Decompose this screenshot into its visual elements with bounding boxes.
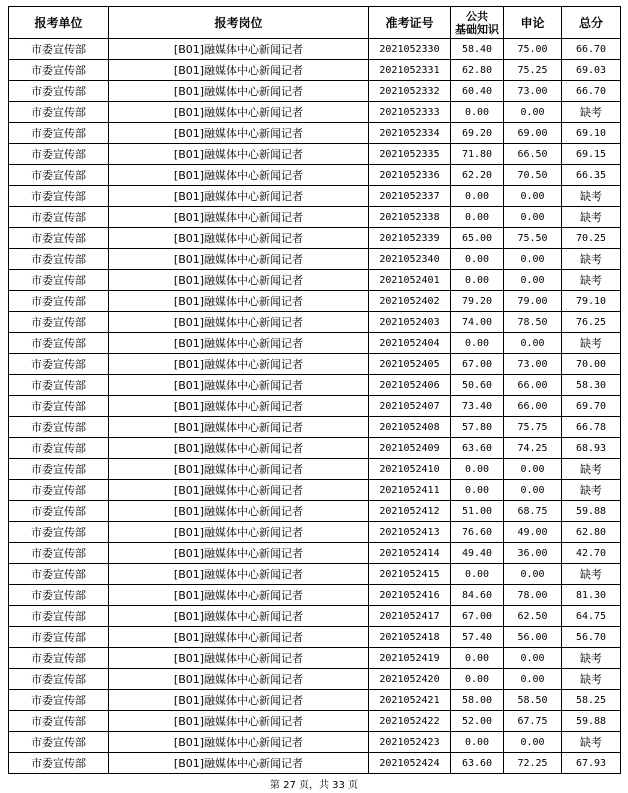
cell-position: [B01]融媒体中心新闻记者 (109, 270, 369, 291)
table-row (9, 228, 621, 249)
cell-total-score: 79.10 (562, 291, 621, 312)
cell-unit: 市委宣传部 (9, 753, 109, 774)
cell-essay-score: 0.00 (504, 102, 562, 123)
cell-position: [B01]融媒体中心新闻记者 (109, 249, 369, 270)
table-row (9, 438, 621, 459)
cell-total-score: 缺考 (562, 270, 621, 291)
header-public-knowledge (451, 7, 504, 39)
cell-public-score: 60.40 (451, 81, 504, 102)
cell-unit: 市委宣传部 (9, 39, 109, 60)
cell-unit: 市委宣传部 (9, 711, 109, 732)
cell-unit: 市委宣传部 (9, 627, 109, 648)
cell-total-score: 59.88 (562, 501, 621, 522)
table-row (9, 417, 621, 438)
table-row (9, 711, 621, 732)
cell-essay-score: 0.00 (504, 480, 562, 501)
cell-public-score: 62.20 (451, 165, 504, 186)
cell-total-score: 42.70 (562, 543, 621, 564)
cell-public-score: 58.40 (451, 39, 504, 60)
cell-total-score: 62.80 (562, 522, 621, 543)
table-row (9, 564, 621, 585)
cell-essay-score: 69.00 (504, 123, 562, 144)
table-row (9, 606, 621, 627)
cell-unit: 市委宣传部 (9, 102, 109, 123)
cell-unit: 市委宣传部 (9, 480, 109, 501)
header-exam-no: 准考证号 (369, 7, 451, 39)
cell-essay-score: 66.50 (504, 144, 562, 165)
cell-essay-score: 75.50 (504, 228, 562, 249)
cell-total-score: 缺考 (562, 669, 621, 690)
cell-public-score: 0.00 (451, 480, 504, 501)
cell-exam-no: 2021052415 (369, 564, 451, 585)
cell-unit: 市委宣传部 (9, 60, 109, 81)
table-row (9, 291, 621, 312)
cell-essay-score: 74.25 (504, 438, 562, 459)
cell-unit: 市委宣传部 (9, 249, 109, 270)
cell-exam-no: 2021052416 (369, 585, 451, 606)
table-row (9, 249, 621, 270)
cell-position: [B01]融媒体中心新闻记者 (109, 123, 369, 144)
cell-essay-score: 0.00 (504, 648, 562, 669)
table-row (9, 585, 621, 606)
cell-public-score: 49.40 (451, 543, 504, 564)
cell-exam-no: 2021052405 (369, 354, 451, 375)
cell-position: [B01]融媒体中心新闻记者 (109, 396, 369, 417)
cell-unit: 市委宣传部 (9, 732, 109, 753)
cell-total-score: 70.25 (562, 228, 621, 249)
cell-exam-no: 2021052334 (369, 123, 451, 144)
cell-position: [B01]融媒体中心新闻记者 (109, 39, 369, 60)
page-footer: 第 27 页，共 33 页 (269, 780, 359, 791)
cell-unit: 市委宣传部 (9, 354, 109, 375)
table-row (9, 60, 621, 81)
table-row (9, 186, 621, 207)
table-row (9, 480, 621, 501)
table-row (9, 459, 621, 480)
header-row (9, 7, 621, 39)
cell-position: [B01]融媒体中心新闻记者 (109, 165, 369, 186)
cell-total-score: 69.10 (562, 123, 621, 144)
cell-essay-score: 73.00 (504, 354, 562, 375)
cell-unit: 市委宣传部 (9, 459, 109, 480)
cell-essay-score: 78.00 (504, 585, 562, 606)
cell-exam-no: 2021052337 (369, 186, 451, 207)
cell-position: [B01]融媒体中心新闻记者 (109, 186, 369, 207)
cell-position: [B01]融媒体中心新闻记者 (109, 144, 369, 165)
cell-total-score: 64.75 (562, 606, 621, 627)
cell-essay-score: 0.00 (504, 186, 562, 207)
table-row (9, 522, 621, 543)
cell-position: [B01]融媒体中心新闻记者 (109, 459, 369, 480)
table-row (9, 270, 621, 291)
table-row (9, 333, 621, 354)
cell-unit: 市委宣传部 (9, 417, 109, 438)
cell-essay-score: 62.50 (504, 606, 562, 627)
cell-total-score: 81.30 (562, 585, 621, 606)
cell-exam-no: 2021052419 (369, 648, 451, 669)
cell-public-score: 84.60 (451, 585, 504, 606)
cell-public-score: 0.00 (451, 186, 504, 207)
cell-essay-score: 0.00 (504, 249, 562, 270)
cell-public-score: 0.00 (451, 564, 504, 585)
cell-position: [B01]融媒体中心新闻记者 (109, 606, 369, 627)
cell-total-score: 69.70 (562, 396, 621, 417)
cell-unit: 市委宣传部 (9, 165, 109, 186)
cell-position: [B01]融媒体中心新闻记者 (109, 564, 369, 585)
cell-total-score: 56.70 (562, 627, 621, 648)
cell-public-score: 50.60 (451, 375, 504, 396)
table-row (9, 627, 621, 648)
cell-unit: 市委宣传部 (9, 312, 109, 333)
cell-essay-score: 0.00 (504, 459, 562, 480)
cell-exam-no: 2021052422 (369, 711, 451, 732)
cell-exam-no: 2021052330 (369, 39, 451, 60)
cell-exam-no: 2021052423 (369, 732, 451, 753)
cell-public-score: 71.80 (451, 144, 504, 165)
cell-essay-score: 56.00 (504, 627, 562, 648)
cell-position: [B01]融媒体中心新闻记者 (109, 228, 369, 249)
cell-public-score: 69.20 (451, 123, 504, 144)
cell-total-score: 缺考 (562, 648, 621, 669)
cell-position: [B01]融媒体中心新闻记者 (109, 207, 369, 228)
cell-essay-score: 0.00 (504, 732, 562, 753)
cell-public-score: 79.20 (451, 291, 504, 312)
cell-public-score: 57.40 (451, 627, 504, 648)
cell-exam-no: 2021052333 (369, 102, 451, 123)
cell-total-score: 59.88 (562, 711, 621, 732)
cell-total-score: 缺考 (562, 249, 621, 270)
cell-total-score: 58.30 (562, 375, 621, 396)
cell-essay-score: 0.00 (504, 564, 562, 585)
cell-unit: 市委宣传部 (9, 270, 109, 291)
cell-unit: 市委宣传部 (9, 144, 109, 165)
cell-exam-no: 2021052407 (369, 396, 451, 417)
cell-unit: 市委宣传部 (9, 564, 109, 585)
cell-unit: 市委宣传部 (9, 291, 109, 312)
cell-exam-no: 2021052414 (369, 543, 451, 564)
cell-total-score: 70.00 (562, 354, 621, 375)
cell-exam-no: 2021052331 (369, 60, 451, 81)
cell-essay-score: 75.00 (504, 39, 562, 60)
cell-total-score: 66.78 (562, 417, 621, 438)
cell-total-score: 68.93 (562, 438, 621, 459)
cell-essay-score: 79.00 (504, 291, 562, 312)
cell-public-score: 67.00 (451, 354, 504, 375)
cell-essay-score: 36.00 (504, 543, 562, 564)
cell-essay-score: 73.00 (504, 81, 562, 102)
cell-exam-no: 2021052421 (369, 690, 451, 711)
cell-exam-no: 2021052406 (369, 375, 451, 396)
cell-exam-no: 2021052410 (369, 459, 451, 480)
header-public-line2: 基础知识 (455, 22, 499, 36)
cell-total-score: 69.03 (562, 60, 621, 81)
cell-exam-no: 2021052411 (369, 480, 451, 501)
table-row (9, 39, 621, 60)
cell-total-score: 76.25 (562, 312, 621, 333)
table-row (9, 123, 621, 144)
table-row (9, 669, 621, 690)
cell-unit: 市委宣传部 (9, 186, 109, 207)
header-public-line1: 公共 (466, 9, 488, 23)
cell-public-score: 52.00 (451, 711, 504, 732)
cell-total-score: 缺考 (562, 102, 621, 123)
cell-essay-score: 72.25 (504, 753, 562, 774)
cell-position: [B01]融媒体中心新闻记者 (109, 690, 369, 711)
table-row (9, 102, 621, 123)
table-row (9, 690, 621, 711)
cell-exam-no: 2021052340 (369, 249, 451, 270)
cell-total-score: 缺考 (562, 459, 621, 480)
cell-unit: 市委宣传部 (9, 81, 109, 102)
cell-public-score: 0.00 (451, 207, 504, 228)
table-row (9, 165, 621, 186)
cell-total-score: 66.35 (562, 165, 621, 186)
cell-position: [B01]融媒体中心新闻记者 (109, 753, 369, 774)
cell-exam-no: 2021052418 (369, 627, 451, 648)
cell-public-score: 0.00 (451, 333, 504, 354)
cell-public-score: 63.60 (451, 438, 504, 459)
table-row (9, 396, 621, 417)
table-row (9, 207, 621, 228)
cell-position: [B01]融媒体中心新闻记者 (109, 333, 369, 354)
cell-exam-no: 2021052401 (369, 270, 451, 291)
cell-unit: 市委宣传部 (9, 333, 109, 354)
cell-exam-no: 2021052424 (369, 753, 451, 774)
cell-public-score: 76.60 (451, 522, 504, 543)
cell-unit: 市委宣传部 (9, 396, 109, 417)
cell-total-score: 缺考 (562, 333, 621, 354)
cell-unit: 市委宣传部 (9, 690, 109, 711)
cell-essay-score: 75.25 (504, 60, 562, 81)
score-table (8, 6, 621, 774)
cell-position: [B01]融媒体中心新闻记者 (109, 501, 369, 522)
cell-exam-no: 2021052336 (369, 165, 451, 186)
cell-public-score: 63.60 (451, 753, 504, 774)
cell-public-score: 57.80 (451, 417, 504, 438)
cell-essay-score: 67.75 (504, 711, 562, 732)
table-row (9, 354, 621, 375)
cell-public-score: 0.00 (451, 669, 504, 690)
cell-exam-no: 2021052339 (369, 228, 451, 249)
cell-unit: 市委宣传部 (9, 522, 109, 543)
cell-position: [B01]融媒体中心新闻记者 (109, 438, 369, 459)
cell-unit: 市委宣传部 (9, 228, 109, 249)
cell-exam-no: 2021052404 (369, 333, 451, 354)
cell-public-score: 0.00 (451, 459, 504, 480)
cell-essay-score: 0.00 (504, 207, 562, 228)
cell-position: [B01]融媒体中心新闻记者 (109, 312, 369, 333)
cell-exam-no: 2021052409 (369, 438, 451, 459)
header-position: 报考岗位 (109, 7, 369, 39)
cell-essay-score: 58.50 (504, 690, 562, 711)
cell-essay-score: 0.00 (504, 669, 562, 690)
cell-position: [B01]融媒体中心新闻记者 (109, 60, 369, 81)
cell-essay-score: 68.75 (504, 501, 562, 522)
cell-exam-no: 2021052420 (369, 669, 451, 690)
cell-position: [B01]融媒体中心新闻记者 (109, 627, 369, 648)
cell-position: [B01]融媒体中心新闻记者 (109, 354, 369, 375)
cell-total-score: 66.70 (562, 81, 621, 102)
cell-total-score: 67.93 (562, 753, 621, 774)
cell-essay-score: 70.50 (504, 165, 562, 186)
header-essay: 申论 (504, 7, 562, 39)
cell-position: [B01]融媒体中心新闻记者 (109, 417, 369, 438)
header-unit: 报考单位 (9, 7, 109, 39)
cell-exam-no: 2021052403 (369, 312, 451, 333)
cell-position: [B01]融媒体中心新闻记者 (109, 480, 369, 501)
cell-essay-score: 66.00 (504, 396, 562, 417)
cell-public-score: 0.00 (451, 270, 504, 291)
cell-unit: 市委宣传部 (9, 543, 109, 564)
cell-total-score: 69.15 (562, 144, 621, 165)
cell-position: [B01]融媒体中心新闻记者 (109, 669, 369, 690)
table-body (9, 39, 621, 774)
cell-total-score: 缺考 (562, 480, 621, 501)
table-row (9, 81, 621, 102)
cell-essay-score: 75.75 (504, 417, 562, 438)
cell-essay-score: 0.00 (504, 333, 562, 354)
cell-total-score: 58.25 (562, 690, 621, 711)
table-row (9, 753, 621, 774)
cell-exam-no: 2021052402 (369, 291, 451, 312)
cell-public-score: 74.00 (451, 312, 504, 333)
cell-position: [B01]融媒体中心新闻记者 (109, 375, 369, 396)
cell-public-score: 73.40 (451, 396, 504, 417)
cell-public-score: 62.80 (451, 60, 504, 81)
cell-position: [B01]融媒体中心新闻记者 (109, 543, 369, 564)
cell-essay-score: 49.00 (504, 522, 562, 543)
cell-public-score: 0.00 (451, 102, 504, 123)
cell-position: [B01]融媒体中心新闻记者 (109, 711, 369, 732)
cell-unit: 市委宣传部 (9, 585, 109, 606)
table-row (9, 501, 621, 522)
cell-public-score: 58.00 (451, 690, 504, 711)
table-row (9, 543, 621, 564)
table-row (9, 144, 621, 165)
cell-unit: 市委宣传部 (9, 501, 109, 522)
header-total: 总分 (562, 7, 621, 39)
cell-position: [B01]融媒体中心新闻记者 (109, 732, 369, 753)
table-row (9, 648, 621, 669)
cell-public-score: 51.00 (451, 501, 504, 522)
cell-unit: 市委宣传部 (9, 669, 109, 690)
cell-position: [B01]融媒体中心新闻记者 (109, 585, 369, 606)
cell-unit: 市委宣传部 (9, 606, 109, 627)
table-row (9, 732, 621, 753)
cell-unit: 市委宣传部 (9, 438, 109, 459)
cell-unit: 市委宣传部 (9, 648, 109, 669)
cell-position: [B01]融媒体中心新闻记者 (109, 102, 369, 123)
cell-total-score: 缺考 (562, 207, 621, 228)
cell-total-score: 缺考 (562, 186, 621, 207)
cell-public-score: 0.00 (451, 249, 504, 270)
cell-essay-score: 0.00 (504, 270, 562, 291)
cell-public-score: 67.00 (451, 606, 504, 627)
cell-total-score: 缺考 (562, 564, 621, 585)
cell-exam-no: 2021052335 (369, 144, 451, 165)
cell-public-score: 0.00 (451, 648, 504, 669)
cell-public-score: 0.00 (451, 732, 504, 753)
cell-position: [B01]融媒体中心新闻记者 (109, 648, 369, 669)
cell-exam-no: 2021052338 (369, 207, 451, 228)
cell-unit: 市委宣传部 (9, 123, 109, 144)
cell-unit: 市委宣传部 (9, 375, 109, 396)
cell-essay-score: 78.50 (504, 312, 562, 333)
cell-position: [B01]融媒体中心新闻记者 (109, 522, 369, 543)
cell-exam-no: 2021052417 (369, 606, 451, 627)
cell-essay-score: 66.00 (504, 375, 562, 396)
cell-exam-no: 2021052413 (369, 522, 451, 543)
cell-exam-no: 2021052332 (369, 81, 451, 102)
cell-position: [B01]融媒体中心新闻记者 (109, 81, 369, 102)
cell-total-score: 缺考 (562, 732, 621, 753)
table-row (9, 375, 621, 396)
cell-total-score: 66.70 (562, 39, 621, 60)
cell-exam-no: 2021052408 (369, 417, 451, 438)
cell-exam-no: 2021052412 (369, 501, 451, 522)
cell-position: [B01]融媒体中心新闻记者 (109, 291, 369, 312)
cell-public-score: 65.00 (451, 228, 504, 249)
cell-unit: 市委宣传部 (9, 207, 109, 228)
table-row (9, 312, 621, 333)
